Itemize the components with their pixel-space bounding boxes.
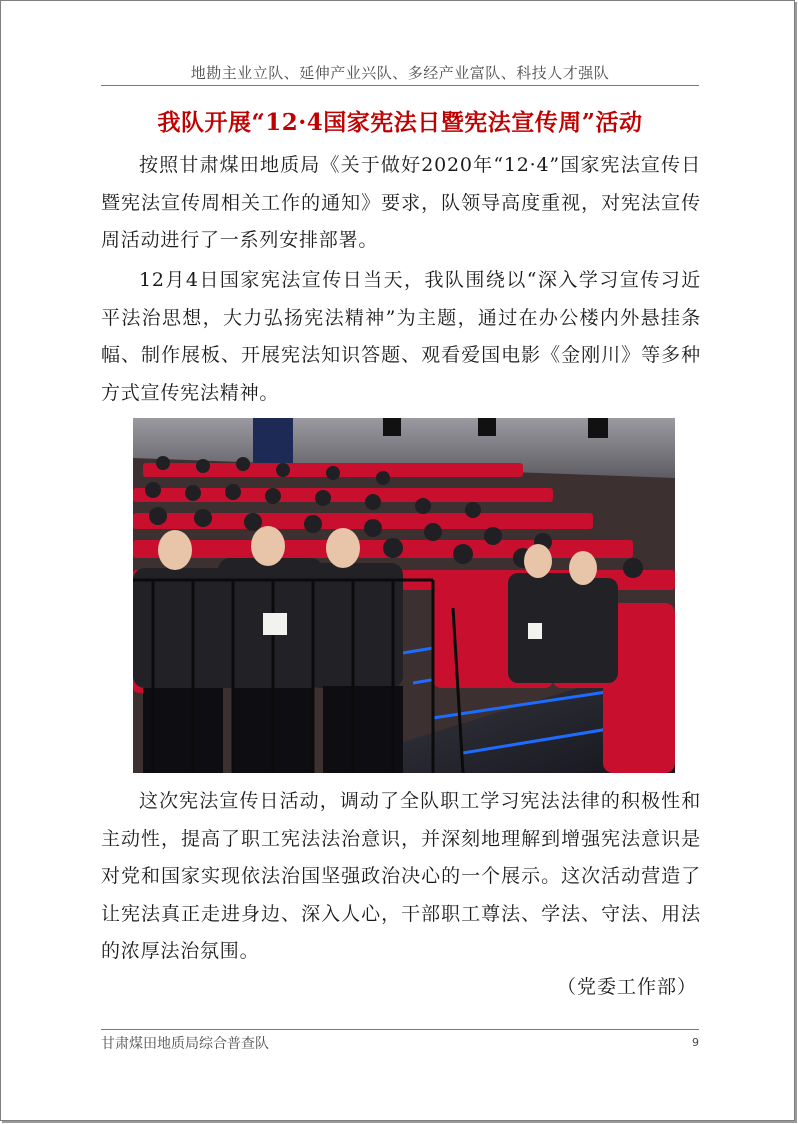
- paragraph-1-block: [101, 147, 701, 260]
- paragraph-3: 这次宪法宣传日活动，调动了全队职工学习宪法法律的积极性和主动性，提高了职工宪法法治意识，并深刻地理解到增强宪法意识是对党和国家实现依法治国坚强政治决心的一个展示。这次活动营造了让宪法真正走进身边、深入人心，干部职工尊法、学法、守法、用法的浓厚法治氛围。: [101, 790, 701, 962]
- article-signature: （党委工作部）: [556, 976, 697, 998]
- footer-organization: 甘肃煤田地质局综合普查队: [101, 1036, 269, 1052]
- article-title: 我队开展“12·4国家宪法日暨宪法宣传周”活动: [157, 109, 643, 136]
- page-header: 地勘主业立队、延伸产业兴队、多经产业富队、科技人才强队: [190, 64, 610, 82]
- paragraph-3-block: [101, 783, 701, 971]
- paragraph-2: 12月4日国家宪法宣传日当天，我队围绕以“深入学习宣传习近平法治思想，大力弘扬宪法精神”为主题，通过在办公楼内外悬挂条幅、制作展板、开展宪法知识答题、观看爱国电影《金刚川》等多种方式宣传宪法精神。: [101, 269, 701, 404]
- paragraph-1: 按照甘肃煤田地质局《关于做好2020年“12·4”国家宪法宣传日暨宪法宣传周相关工作的通知》要求，队领导高度重视，对宪法宣传周活动进行了一系列安排部署。: [101, 154, 701, 251]
- header-divider: [101, 85, 699, 86]
- cinema-audience-photo: [133, 418, 675, 773]
- paragraph-2-block: [101, 262, 701, 412]
- page-number: 9: [692, 1036, 699, 1049]
- footer-divider: [101, 1029, 699, 1030]
